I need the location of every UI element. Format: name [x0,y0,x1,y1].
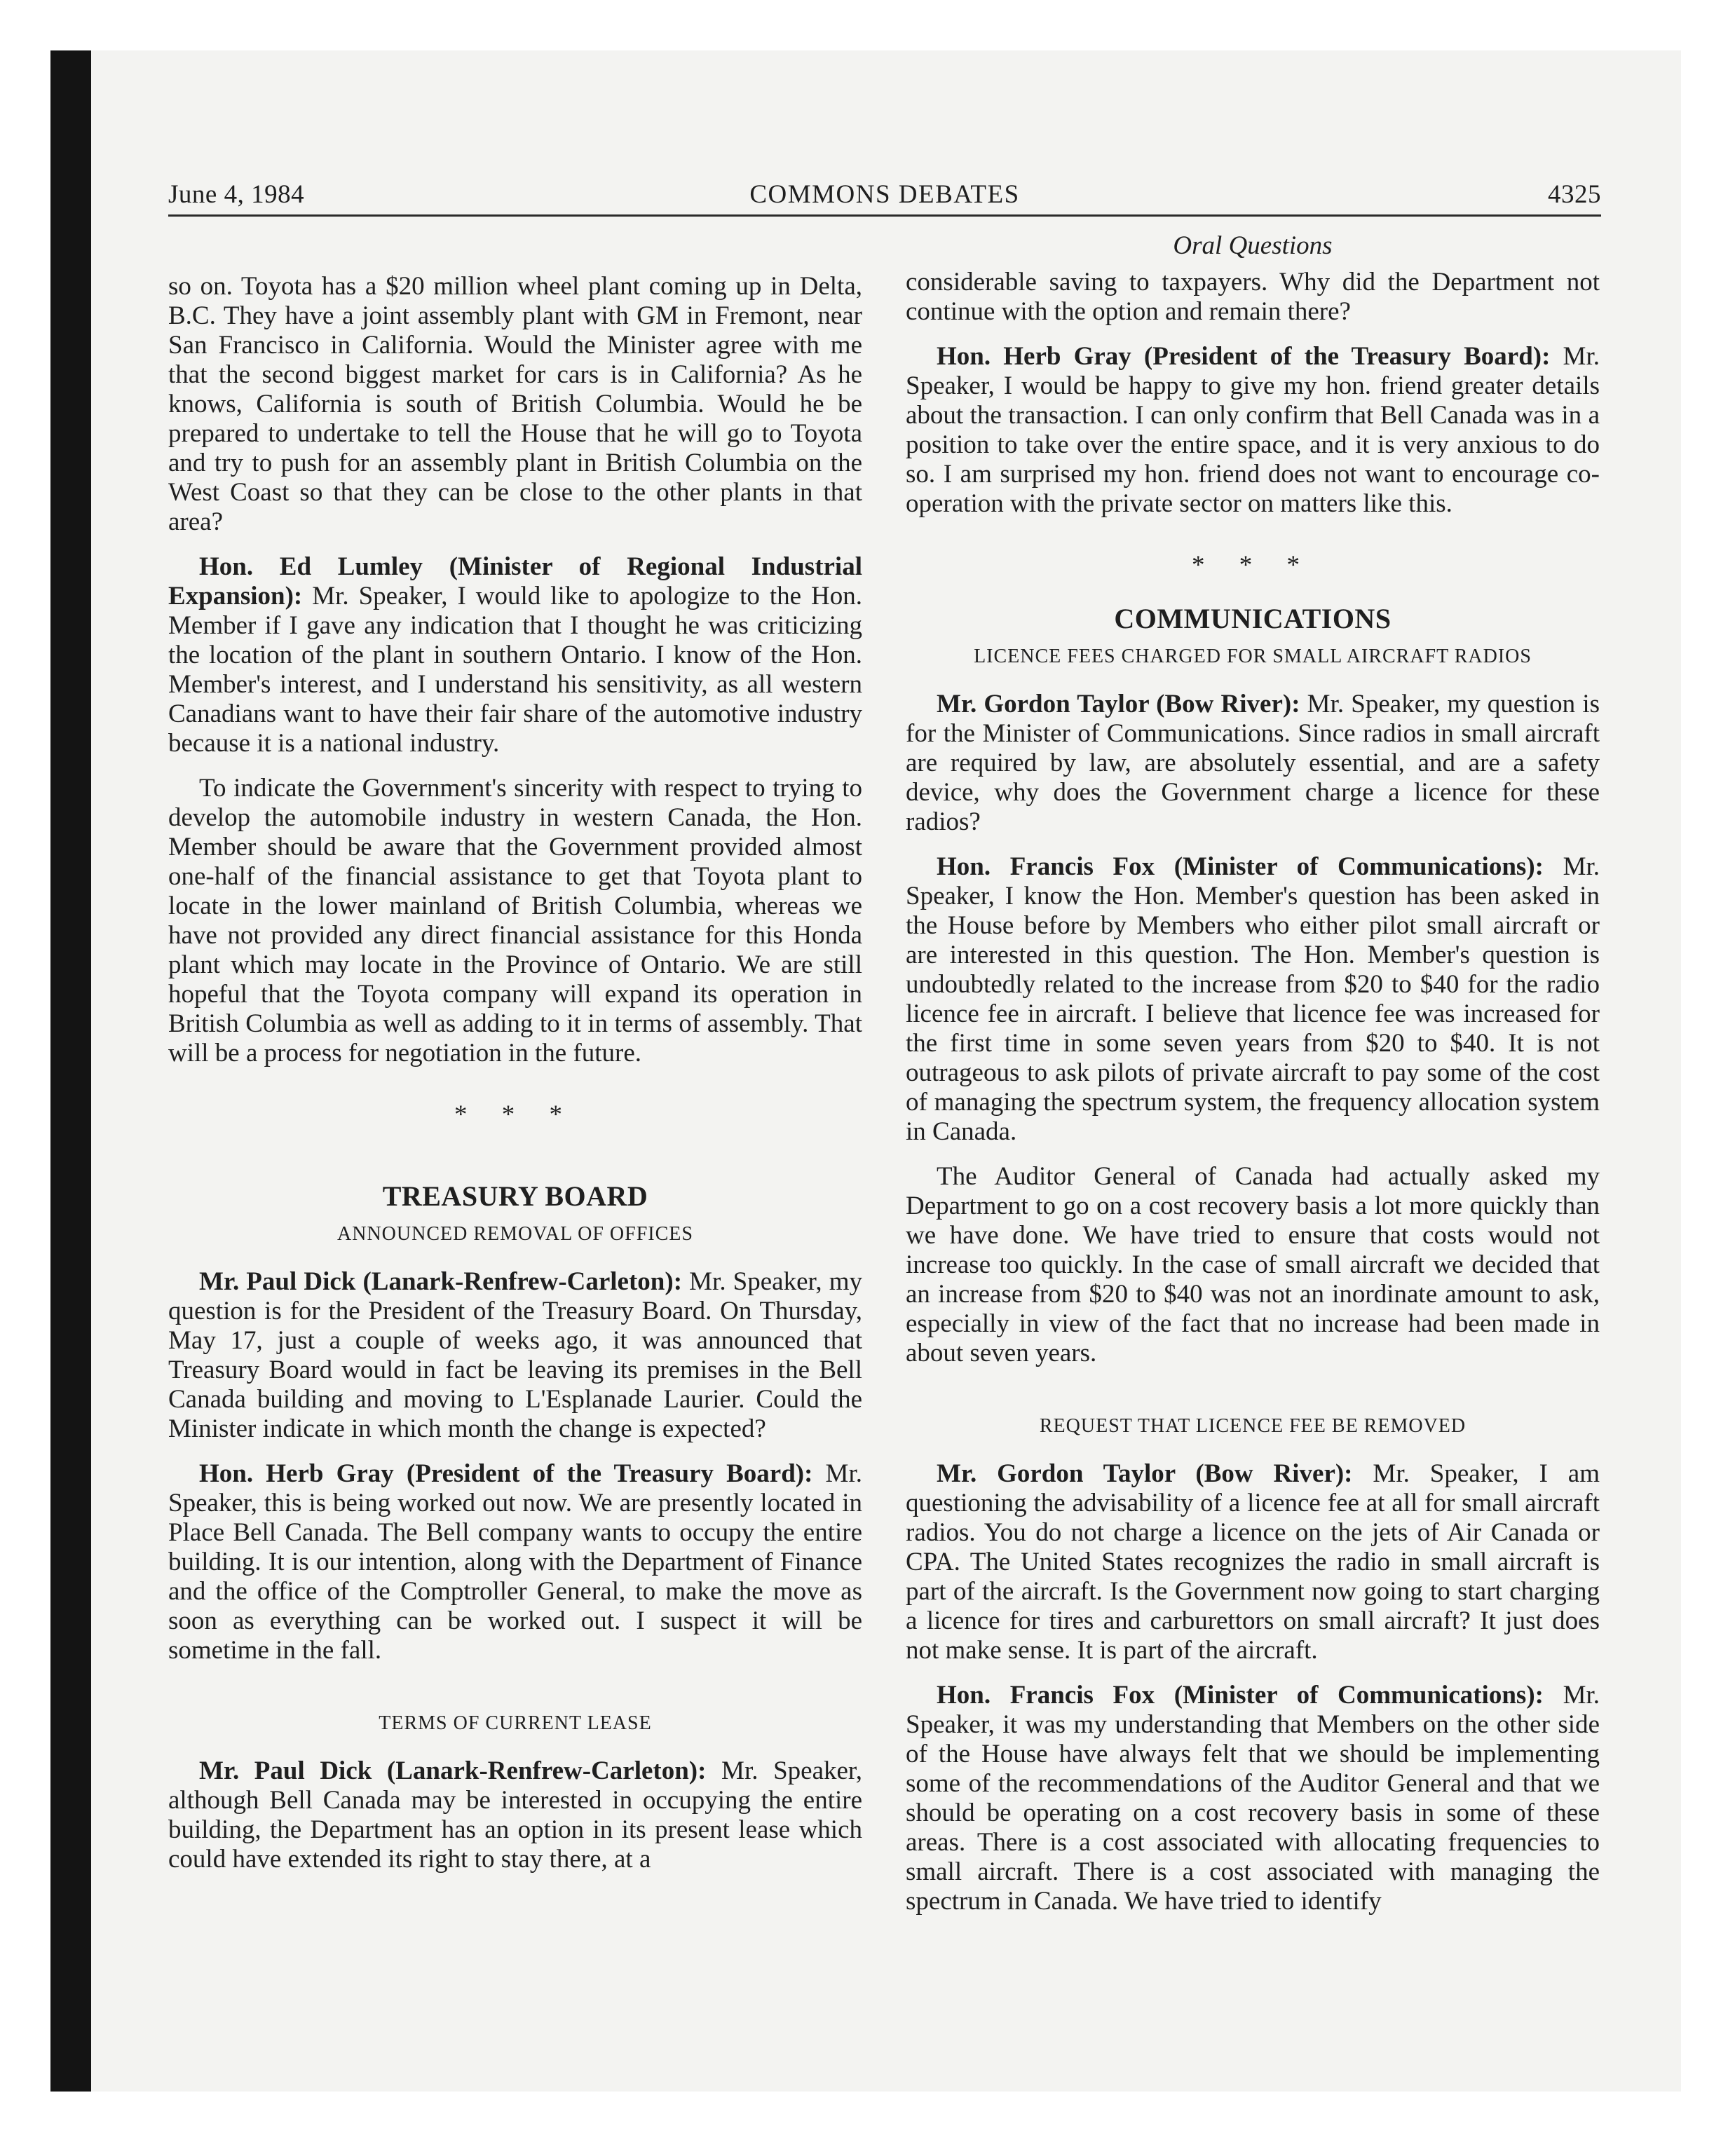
running-head: Oral Questions [1173,231,1333,260]
header-page-number: 4325 [1548,180,1601,209]
section-separator: * * * [454,1100,576,1129]
paragraph: considerable saving to taxpayers. Why did the Department not continue with the option and remain there? [906,268,1600,326]
left-column [168,272,862,1890]
speech-text: Mr. Speaker, although Bell Canada may be interested in occupying the entire building, the Department has an option in its present lease which could have extended its right to stay there, at a [168,1756,863,1874]
speech-text: Mr. Speaker, my question is for the Minister of Communications. Since radios in small aircraft are required by law, are absolutely essential, and are a safety device, why does the Government charge a licence for these radios? [906,690,1600,836]
paragraph: To indicate the Government's sincerity with respect to trying to develop the automobile industry in western Canada, the Hon. Member should be aware that the Government provided almost one-half of the financial assistance to get that Toyota plant to locate in the lower mainland of British Columbia, whereas we have not provided any direct financial assistance for this Honda plant which may locate in the Province of Ontario. We are still hopeful that the Toyota company will expand its operation in British Columbia as well as adding to it in terms of assembly. That will be a process for negotiation in the future. [168,774,862,1067]
section-separator: * * * [1192,551,1314,580]
speech-text: Mr. Speaker, my question is for the President of the Treasury Board. On Thursday, May 17, just a couple of weeks ago, it was announced that Treasury Board would in fact be leaving its premises in the Bell Canada building and moving to L'Esplanade Laurier. Could the Minister indicate in which month the change is expected? [168,1267,862,1443]
speaker-name: Mr. Paul Dick (Lanark-Renfrew-Carleton): [199,1756,707,1785]
subsection-heading: ANNOUNCED REMOVAL OF OFFICES [337,1223,693,1245]
section-heading: TREASURY BOARD [382,1180,648,1212]
speaker-name: Hon. Herb Gray (President of the Treasury Board): [937,342,1551,371]
speaker-name: Hon. Francis Fox (Minister of Communications): [937,1681,1544,1710]
section-heading: COMMUNICATIONS [1114,603,1392,634]
paragraph [168,1756,862,1874]
speaker-name: Mr. Gordon Taylor (Bow River): [937,690,1300,718]
paragraph [906,1459,1600,1665]
speaker-name: Hon. Herb Gray (President of the Treasury Board): [199,1459,813,1488]
speaker-name: Mr. Gordon Taylor (Bow River): [937,1459,1353,1488]
paragraph [906,1681,1600,1916]
header-publication: COMMONS DEBATES [749,180,1020,209]
paragraph [906,852,1600,1147]
speech-text: Mr. Speaker, this is being worked out now. We are presently located in Place Bell Canada. The Bell company wants to occupy the entire building. It is our intention, along with the Department of Finance and the office of the Comptroller General, to make the move as soon as everything can be worked out. I suspect it will be sometime in the fall. [168,1459,862,1665]
speech-text: Mr. Speaker, I am questioning the advisability of a licence fee at all for small aircraft radios. You do not charge a licence on the jets of Air Canada or CPA. The United States recognizes the radio in small aircraft is part of the aircraft. Is the Government now going to start charging a licence for tires and carburettors on small aircraft? It just does not make sense. It is part of the aircraft. [906,1459,1600,1665]
header-date: June 4, 1984 [168,180,305,209]
speaker-name: Mr. Paul Dick (Lanark-Renfrew-Carleton): [199,1267,683,1296]
speaker-name: Hon. Ed Lumley (Minister of Regional Industrial Expansion): [168,552,862,610]
speaker-name: Hon. Francis Fox (Minister of Communications): [937,852,1544,881]
right-column [906,231,1600,1932]
subsection-heading: REQUEST THAT LICENCE FEE BE REMOVED [1039,1415,1467,1437]
speech-text: Mr. Speaker, I would like to apologize to the Hon. Member if I gave any indication that I thought he was criticizing the location of the plant in southern Ontario. I know of the Hon. Member's interest, and I understand his sensitivity, as all western Canadians want to have their fair share of the automotive industry because it is a national industry. [168,582,862,758]
paragraph [906,342,1600,519]
paragraph: The Auditor General of Canada had actually asked my Department to go on a cost recovery basis a lot more quickly than we have done. We have tried to ensure that costs would not increase too quickly. In the case of small aircraft we decided that an increase from $20 to $40 was not an inordinate amount to ask, especially in view of the fact that no increase had been made in about seven years. [906,1162,1600,1367]
scan-edge-shadow [50,50,91,2092]
subsection-heading: LICENCE FEES CHARGED FOR SMALL AIRCRAFT RADIOS [974,646,1532,667]
speech-text: Mr. Speaker, it was my understanding that Members on the other side of the House have always felt that we should be implementing some of the recommendations of the Auditor General and that we should be operating on a cost recovery basis in some of these areas. There is a cost associated with allocating frequencies to small aircraft. There is a cost associated with managing the spectrum in Canada. We have tried to identify [906,1681,1600,1916]
paragraph [168,552,862,758]
speech-text: Mr. Speaker, I know the Hon. Member's question has been asked in the House before by Members who either pilot small aircraft or are interested in this question. The Hon. Member's question is undoubtedly related to the increase from $20 to $40 for the radio licence fee in aircraft. I believe that licence fee was increased for the first time in some seven years from $20 to $40. It is not outrageous to ask pilots of private aircraft to pay some of the cost of managing the spectrum system, the frequency allocation system in Canada. [906,852,1600,1146]
speech-text: Mr. Speaker, I would be happy to give my hon. friend greater details about the transaction. I can only confirm that Bell Canada was in a position to take over the entire space, and it is very anxious to do so. I am surprised my hon. friend does not want to encourage co-operation with the private sector on matters like this. [906,342,1600,518]
paragraph [168,1267,862,1444]
subsection-heading: TERMS OF CURRENT LEASE [379,1712,652,1734]
paragraph: so on. Toyota has a $20 million wheel plant coming up in Delta, B.C. They have a joint assembly plant with GM in Fremont, near San Francisco in California. Would the Minister agree with me that the second biggest market for cars is in California? As he knows, California is south of British Columbia. Would he be prepared to undertake to tell the House that he will go to Toyota and try to push for an assembly plant in British Columbia on the West Coast so that they can be close to the other plants in that area? [168,272,862,536]
paragraph [906,690,1600,837]
paragraph [168,1459,862,1665]
page-header [168,175,1601,217]
